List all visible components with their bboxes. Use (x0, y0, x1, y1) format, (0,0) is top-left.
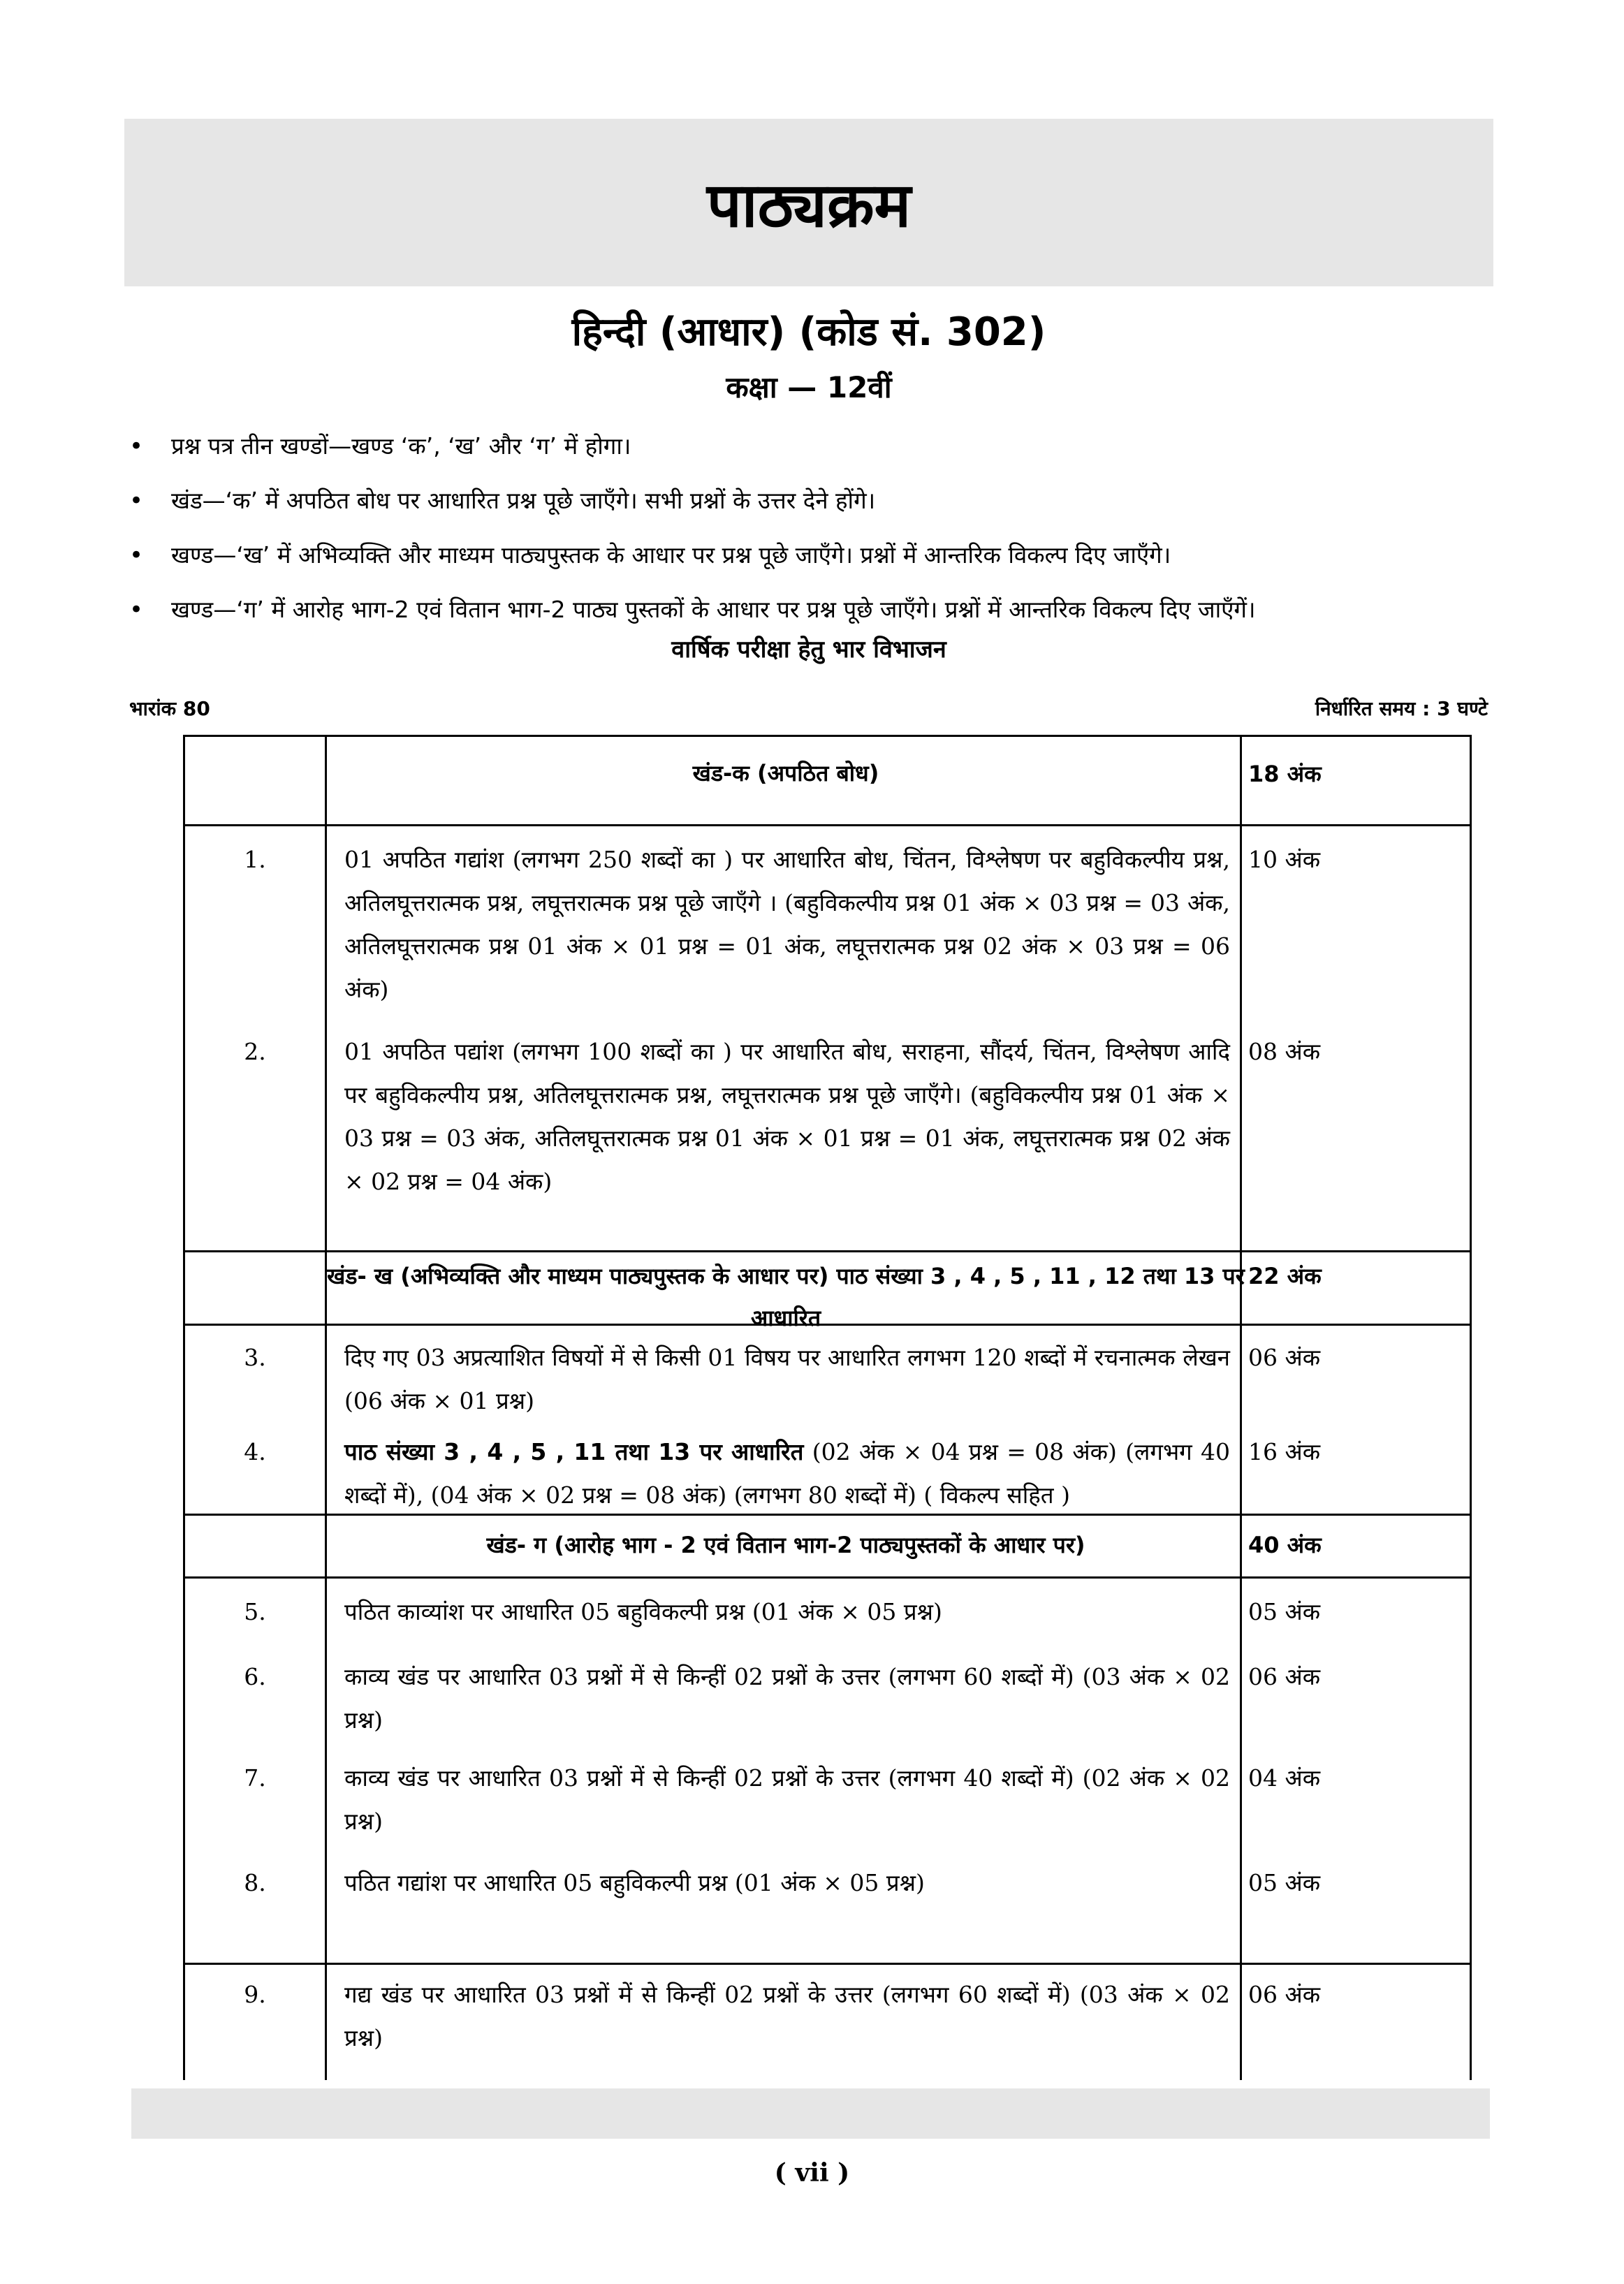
question-number: 3. (244, 1344, 266, 1371)
question-text: दिए गए 03 अप्रत्याशित विषयों में से किसी 01 विषय पर आधारित लगभग 120 शब्दों में रचनात्मक लेखन (06 अंक × 01 प्रश्न) (344, 1344, 1230, 1414)
question-marks: 05 अंक (1248, 1869, 1321, 1896)
title-banner (124, 119, 1493, 286)
instructions-list (129, 419, 1526, 637)
row-divider (185, 1576, 1470, 1579)
list-item: • खण्ड—‘ख’ में अभिव्यक्ति और माध्यम पाठ्यपुस्तक के आधार पर प्रश्न पूछे जाएँगे। प्रश्नों में आन्तरिक विकल्प दिए जाएँगे। (129, 528, 1526, 583)
question-text-bold: पाठ संख्या 3 , 4 , 5 , 11 तथा 13 पर आधारित (344, 1438, 804, 1465)
question-number: 6. (244, 1663, 266, 1690)
max-marks: भारांक 80 (129, 697, 210, 720)
section-c-marks: 40 अंक (1248, 1532, 1322, 1558)
section-a-title: खंड-क (अपठित बोध) (692, 760, 879, 786)
question-marks: 06 अंक (1248, 1663, 1321, 1690)
question-text: 01 अपठित गद्यांश (लगभग 250 शब्दों का ) पर आधारित बोध, चिंतन, विश्लेषण पर बहुविकल्पीय प्रश्न, अतिलघूत्तरात्मक प्रश्न, लघूत्तरात्मक प्रश्न पूछे जाएँगे । (बहुविकल्पीय प्रश्न 01 अंक × 03 प्रश्न = 03 अंक, अतिलघूत्तरात्मक प्रश्न 01 अंक × 01 प्रश्न = 01 अंक, लघूत्तरात्मक प्रश्न 02 अंक × 03 प्रश्न = 06 अंक) (344, 846, 1230, 1003)
question-marks: 06 अंक (1248, 1981, 1321, 2008)
column-divider (325, 737, 327, 2080)
question-text: गद्य खंड पर आधारित 03 प्रश्नों में से किन्हीं 02 प्रश्नों के उत्तर (लगभग 60 शब्दों में) (03 अंक × 02 प्रश्न) (344, 1981, 1230, 2051)
question-marks: 16 अंक (1248, 1438, 1321, 1465)
subject-heading: हिन्दी (आधार) (कोड सं. 302) (571, 309, 1046, 355)
question-text: पाठ संख्या 3 , 4 , 5 , 11 तथा 13 पर आधारित (02 अंक × 04 प्रश्न = 08 अंक) (लगभग 40 शब्दों में), (04 अंक × 02 प्रश्न = 08 अंक) (लगभग 80 शब्दों में) ( विकल्प सहित ) (344, 1438, 1230, 1509)
class-heading: कक्षा — 12वीं (726, 370, 892, 404)
question-number: 5. (244, 1598, 266, 1625)
time-allowed: निर्धारित समय : 3 घण्टे (1315, 697, 1488, 720)
column-divider (1240, 737, 1242, 2080)
list-item: • प्रश्न पत्र तीन खण्डों—खण्ड ‘क’, ‘ख’ और ‘ग’ में होगा। (129, 419, 1526, 474)
section-c-title: खंड- ग (आरोह भाग - 2 एवं वितान भाग-2 पाठ्यपुस्तकों के आधार पर) (486, 1532, 1085, 1558)
section-b-title: खंड- ख (अभिव्यक्ति और माध्यम पाठ्यपुस्तक के आधार पर) पाठ संख्या 3 , 4 , 5 , 11 , 12 तथा 13 पर आधारित (327, 1263, 1245, 1331)
row-divider (185, 824, 1470, 826)
question-marks: 04 अंक (1248, 1764, 1321, 1792)
question-text: काव्य खंड पर आधारित 03 प्रश्नों में से किन्हीं 02 प्रश्नों के उत्तर (लगभग 40 शब्दों में) (02 अंक × 02 प्रश्न) (344, 1764, 1230, 1835)
list-item: • खण्ड—‘ग’ में आरोह भाग-2 एवं वितान भाग-2 पाठ्य पुस्तकों के आधार पर प्रश्न पूछे जाएँगे। प्रश्नों में आन्तरिक विकल्प दिए जाएँगें। (129, 583, 1526, 637)
section-b-marks: 22 अंक (1248, 1263, 1322, 1289)
bullet-icon: • (129, 541, 144, 569)
bullet-icon: • (129, 596, 144, 624)
footer-band (131, 2088, 1490, 2139)
bullet-icon: • (129, 432, 144, 460)
question-text: पठित काव्यांश पर आधारित 05 बहुविकल्पी प्रश्न (01 अंक × 05 प्रश्न) (344, 1598, 942, 1625)
marks-table (183, 735, 1472, 2080)
question-number: 2. (244, 1038, 266, 1065)
question-marks: 10 अंक (1248, 846, 1321, 873)
page-title: पाठ्यक्रम (706, 169, 912, 241)
section-a-marks: 18 अंक (1248, 761, 1322, 787)
question-text: पठित गद्यांश पर आधारित 05 बहुविकल्पी प्रश्न (01 अंक × 05 प्रश्न) (344, 1869, 925, 1896)
row-divider (185, 1250, 1470, 1252)
row-divider (185, 1963, 1470, 1965)
page-number: ( vii ) (774, 2158, 850, 2188)
question-marks: 08 अंक (1248, 1038, 1321, 1065)
question-number: 1. (244, 846, 266, 873)
question-number: 4. (244, 1438, 266, 1465)
bullet-icon: • (129, 487, 144, 515)
weight-heading: वार्षिक परीक्षा हेतु भार विभाजन (671, 636, 946, 664)
list-item: • खंड—‘क’ में अपठित बोध पर आधारित प्रश्न पूछे जाएँगे। सभी प्रश्नों के उत्तर देने होंगे। (129, 474, 1526, 528)
question-text: 01 अपठित पद्यांश (लगभग 100 शब्दों का ) पर आधारित बोध, सराहना, सौंदर्य, चिंतन, विश्लेषण आदि पर बहुविकल्पीय प्रश्न, अतिलघूत्तरात्मक प्रश्न, लघूत्तरात्मक प्रश्न पूछे जाएँगे। (बहुविकल्पीय प्रश्न 01 अंक × 03 प्रश्न = 03 अंक, अतिलघूत्तरात्मक प्रश्न 01 अंक × 01 प्रश्न = 01 अंक, लघूत्तरात्मक प्रश्न 02 अंक × 02 प्रश्न = 04 अंक) (344, 1038, 1230, 1195)
question-number: 7. (244, 1764, 266, 1792)
question-marks: 06 अंक (1248, 1344, 1321, 1371)
question-marks: 05 अंक (1248, 1598, 1321, 1625)
meta-row (129, 695, 1488, 722)
question-number: 8. (244, 1869, 266, 1896)
question-number: 9. (244, 1981, 266, 2008)
question-text: काव्य खंड पर आधारित 03 प्रश्नों में से किन्हीं 02 प्रश्नों के उत्तर (लगभग 60 शब्दों में) (03 अंक × 02 प्रश्न) (344, 1663, 1230, 1734)
